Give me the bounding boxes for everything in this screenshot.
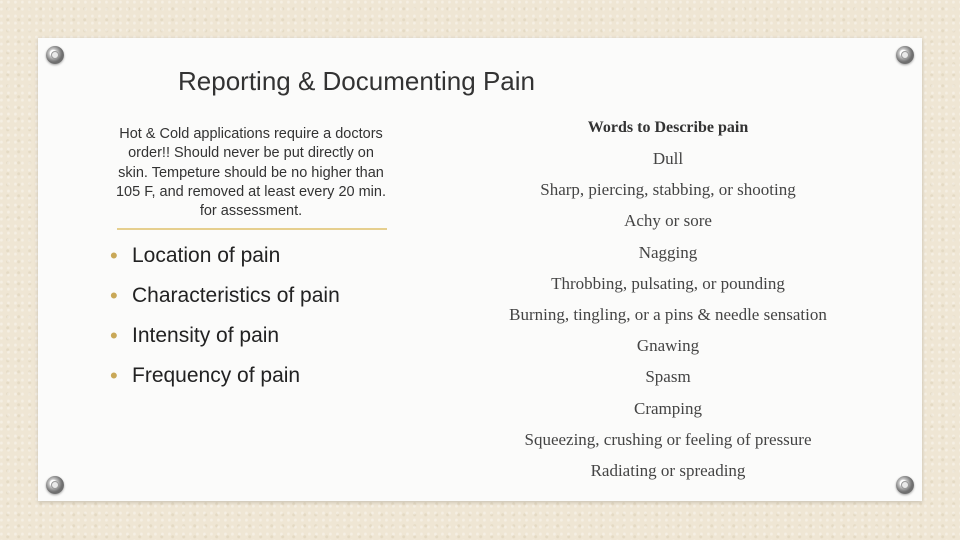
pain-words-heading: Words to Describe pain xyxy=(587,119,749,136)
bullet-item xyxy=(110,316,340,356)
pain-word: Cramping xyxy=(634,398,702,418)
safety-note: Hot & Cold applications require a doctors order!! Should never be put directly on skin. Tempeture should be no higher than 105 F, and removed at least every 20 min. for assessment. xyxy=(115,126,386,220)
pain-word: Dull xyxy=(652,149,684,168)
slide-title: Reporting & Documenting Pain xyxy=(178,66,535,96)
bullet-icon: • xyxy=(110,283,118,308)
pain-word: Spasm xyxy=(645,367,691,387)
pain-word: Radiating or spreading xyxy=(590,460,746,480)
pushpin-icon xyxy=(896,476,914,494)
pain-word: Throbbing, pulsating, or pounding xyxy=(551,273,785,293)
pain-words-panel xyxy=(478,112,858,486)
bullet-item xyxy=(110,236,340,276)
bullet-icon: • xyxy=(110,363,118,388)
bullet-item xyxy=(110,356,340,396)
pain-word: Sharp, piercing, stabbing, or shooting xyxy=(540,180,796,200)
pushpin-icon xyxy=(896,46,914,64)
divider xyxy=(117,228,387,230)
bullet-list xyxy=(110,236,340,396)
bullet-text: Frequency of pain xyxy=(132,364,301,387)
pain-word: Gnawing xyxy=(636,336,700,356)
pain-word: Achy or sore xyxy=(624,211,712,231)
pain-word: Burning, tingling, or a pins & needle sensation xyxy=(509,304,827,324)
bullet-text: Location of pain xyxy=(132,244,281,267)
bullet-text: Characteristics of pain xyxy=(132,284,340,307)
bullet-icon: • xyxy=(110,323,118,348)
pushpin-icon xyxy=(46,476,64,494)
pain-word: Nagging xyxy=(638,242,698,262)
bullet-text: Intensity of pain xyxy=(132,324,280,347)
bullet-item xyxy=(110,276,340,316)
bullet-icon: • xyxy=(110,243,118,268)
pain-word: Squeezing, crushing or feeling of pressure xyxy=(524,429,812,449)
pushpin-icon xyxy=(46,46,64,64)
